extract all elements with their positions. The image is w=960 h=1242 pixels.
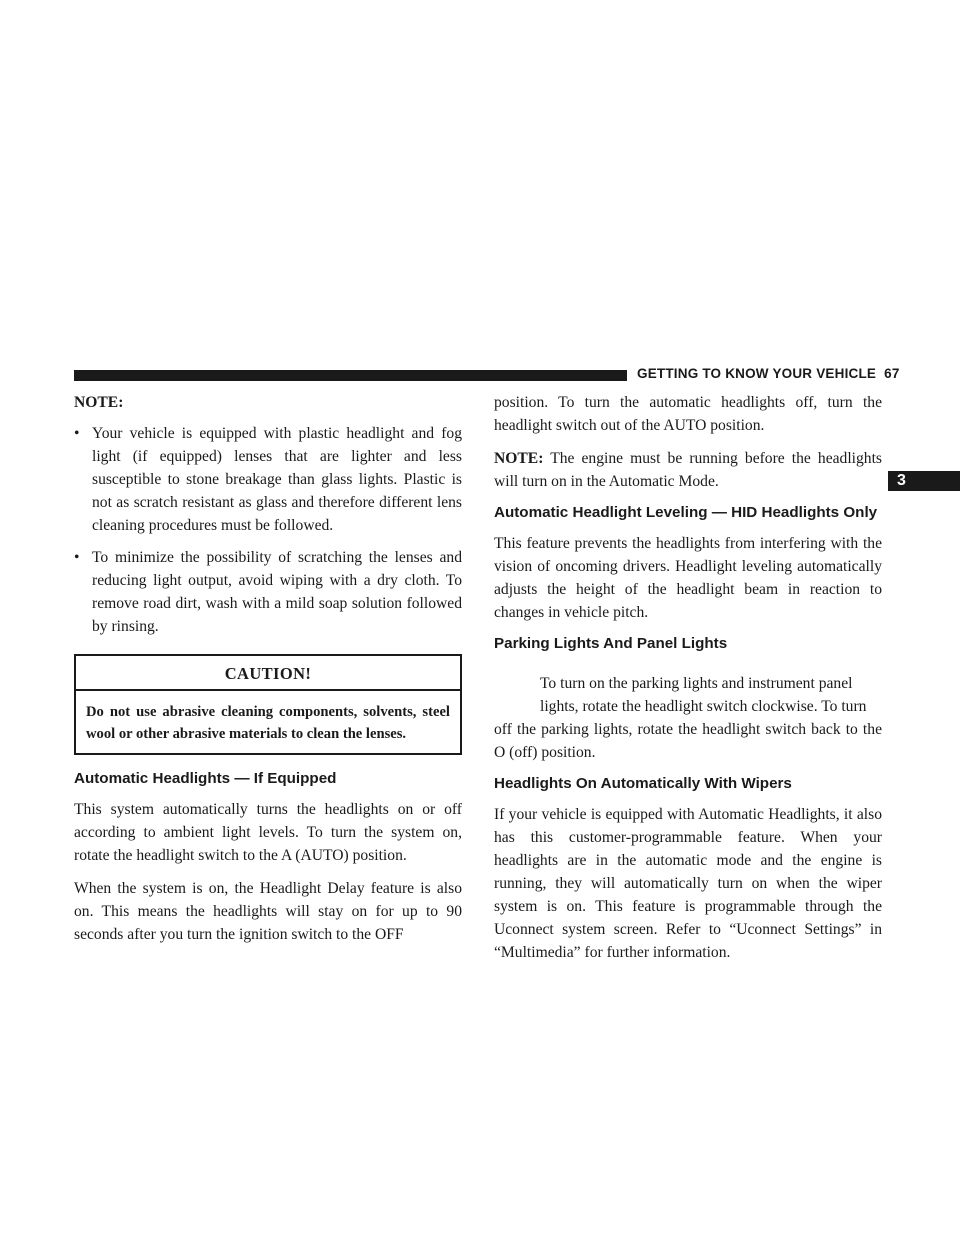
note-label: NOTE: bbox=[494, 450, 544, 467]
auto-headlights-heading: Automatic Headlights — If Equipped bbox=[74, 770, 337, 787]
note-bullet: • To minimize the possibility of scratching the lenses and reducing light output, avoid wiping with a dry cloth. To remove road dirt, wash with a mild soap solution followed by rinsing. bbox=[74, 546, 462, 638]
note-title: NOTE: bbox=[74, 394, 124, 411]
parking-lead-line-1: To turn on the parking lights and instrument panel bbox=[540, 675, 853, 692]
note-text: The engine must be running before the headlights will turn on in the Automatic Mode. bbox=[494, 450, 882, 490]
caution-text: Do not use abrasive cleaning components, solvents, steel wool or other abrasive materials to clean the lenses. bbox=[86, 704, 450, 742]
parking-lights-paragraph bbox=[494, 672, 882, 764]
wipers-heading: Headlights On Automatically With Wipers bbox=[494, 775, 792, 792]
chapter-tab-number: 3 bbox=[897, 472, 906, 489]
header-rule bbox=[74, 370, 627, 381]
running-header bbox=[637, 366, 900, 381]
right-column bbox=[494, 391, 882, 974]
auto-headlights-paragraph: This system automatically turns the headlights on or off according to ambient light levels. To turn the system on, rotate the headlight switch to the A (AUTO) position. bbox=[74, 801, 462, 864]
note-bullet-list bbox=[74, 422, 462, 638]
parking-rest: off the parking lights, rotate the headlight switch back to the O (off) position. bbox=[494, 721, 882, 761]
note-bullet: • Your vehicle is equipped with plastic headlight and fog light (if equipped) lenses that are lighter and less susceptible to stone breakage than glass lights. Plastic is not as scratch resistant as glass and therefore different lens cleaning procedures must be followed. bbox=[74, 422, 462, 537]
leveling-paragraph: This feature prevents the headlights from interfering with the vision of oncoming drivers. Headlight leveling automatically adjusts the height of the headlight beam in reaction to changes in vehicle pitch. bbox=[494, 535, 882, 621]
caution-box bbox=[74, 654, 462, 755]
parking-lead-line-2: lights, rotate the headlight switch clockwise. To turn bbox=[540, 698, 867, 715]
wipers-paragraph: If your vehicle is equipped with Automatic Headlights, it also has this customer-programmable feature. When your headlights are in the automatic mode and the engine is running, they will automatically turn on when the wiper system is on. This feature is programmable through the Uconnect system screen. Refer to “Uconnect Settings” in “Multimedia” for further information. bbox=[494, 806, 882, 961]
section-title: GETTING TO KNOW YOUR VEHICLE bbox=[637, 366, 877, 381]
engine-note bbox=[494, 447, 882, 493]
parking-lights-heading: Parking Lights And Panel Lights bbox=[494, 635, 728, 652]
continued-paragraph: position. To turn the automatic headlights off, turn the headlight switch out of the AUTO position. bbox=[494, 394, 882, 434]
leveling-heading: Automatic Headlight Leveling — HID Headlights Only bbox=[494, 504, 878, 521]
headlight-delay-paragraph: When the system is on, the Headlight Delay feature is also on. This means the headlights will stay on for up to 90 seconds after you turn the ignition switch to the OFF bbox=[74, 880, 462, 943]
left-column bbox=[74, 391, 462, 956]
page-number: 67 bbox=[884, 366, 900, 381]
caution-title: CAUTION! bbox=[76, 656, 460, 691]
